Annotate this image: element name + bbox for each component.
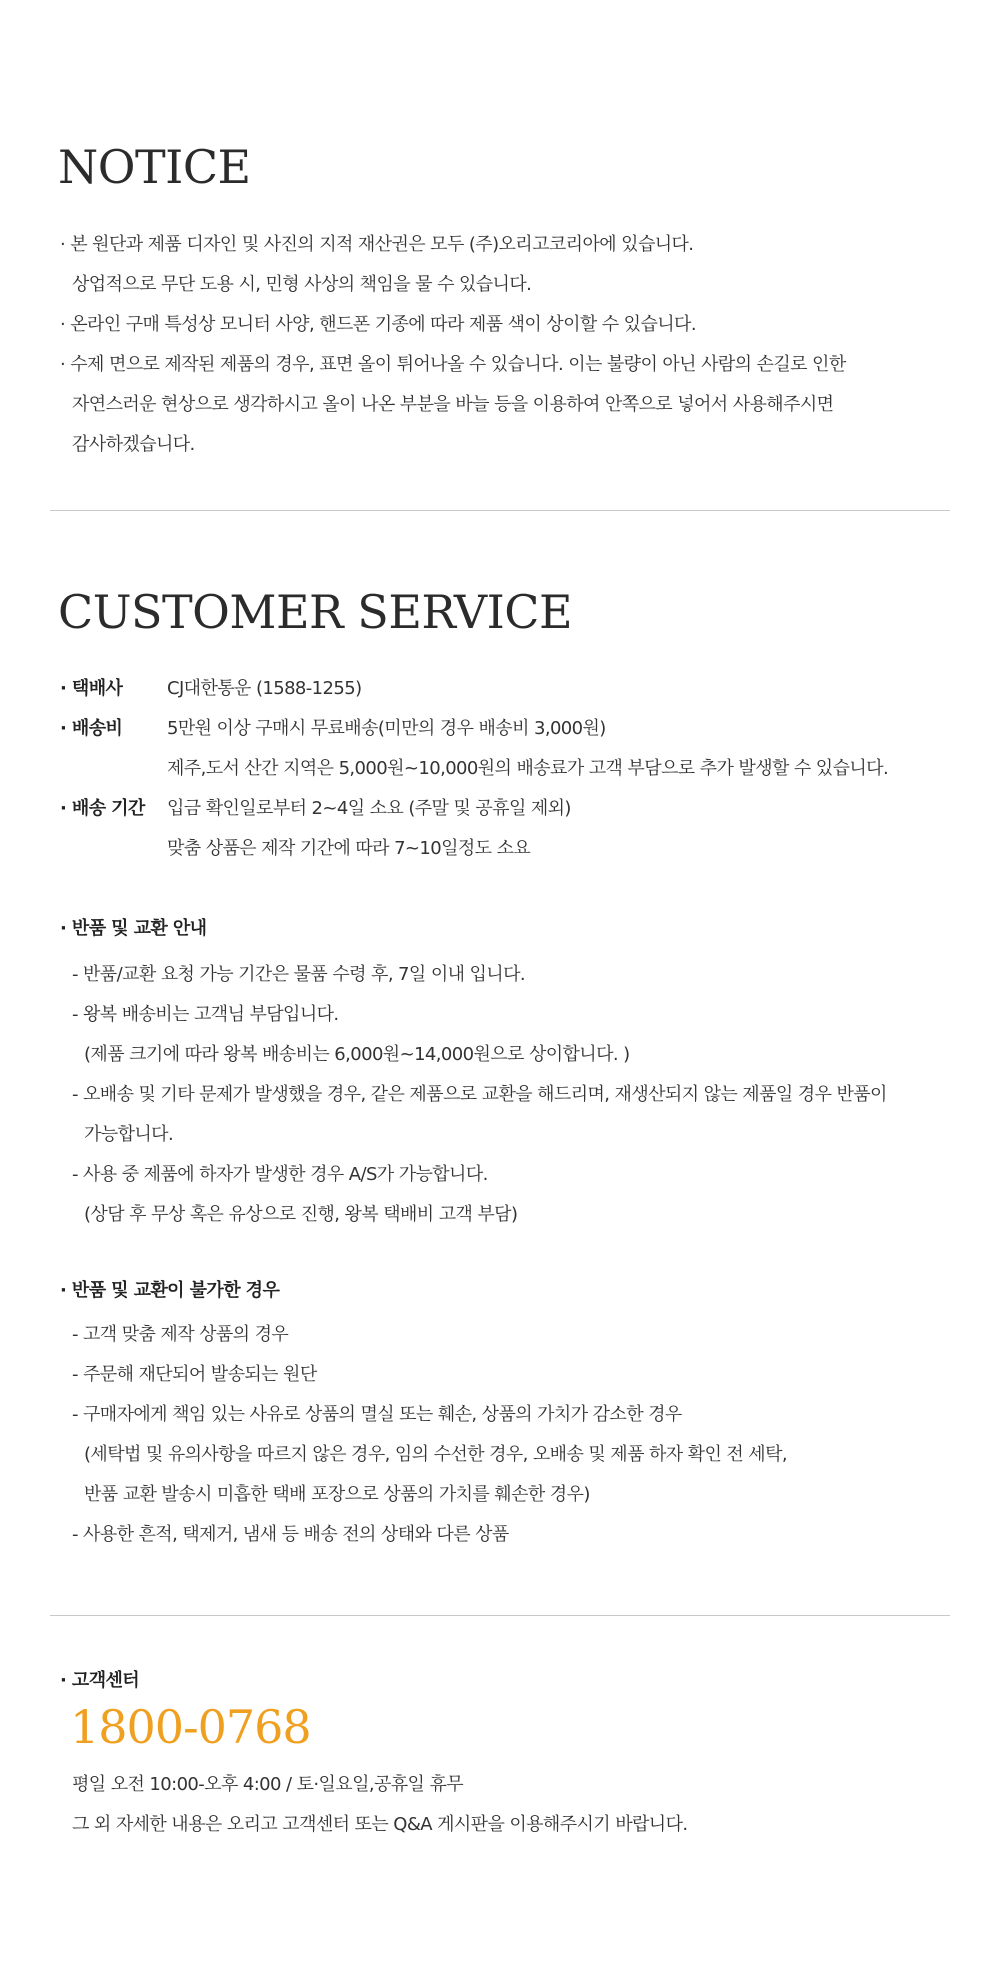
no-return-line: 반품 교환 발송시 미흡한 택배 포장으로 상품의 가치를 훼손한 경우) [84, 1484, 590, 1505]
customer-center-label: · 고객센터 [60, 1670, 140, 1691]
notice-line: 감사하겠습니다. [72, 434, 195, 455]
return-guide-heading: · 반품 및 교환 안내 [60, 918, 207, 939]
section-divider [50, 510, 950, 511]
delivery-period-line: 맞춤 상품은 제작 기간에 따라 7~10일정도 소요 [167, 838, 531, 859]
return-guide-line: - 왕복 배송비는 고객님 부담입니다. [72, 1004, 339, 1025]
return-guide-line: (제품 크기에 따라 왕복 배송비는 6,000원~14,000원으로 상이합니다. ) [84, 1044, 630, 1065]
no-return-line: - 고객 맞춤 제작 상품의 경우 [72, 1324, 289, 1345]
no-return-line: - 사용한 흔적, 택제거, 냄새 등 배송 전의 상태와 다른 상품 [72, 1524, 509, 1545]
no-return-line: (세탁법 및 유의사항을 따르지 않은 경우, 임의 수선한 경우, 오배송 및 제품 하자 확인 전 세탁, [84, 1444, 787, 1465]
notice-line: · 본 원단과 제품 디자인 및 사진의 지적 재산권은 모두 (주)오리고코리아에 있습니다. [60, 234, 694, 255]
shipping-fee-line: 5만원 이상 구매시 무료배송(미만의 경우 배송비 3,000원) [167, 718, 606, 739]
shipping-fee-line: 제주,도서 산간 지역은 5,000원~10,000원의 배송료가 고객 부담으로 추가 발생할 수 있습니다. [167, 758, 889, 779]
notice-line: · 수제 면으로 제작된 제품의 경우, 표면 올이 튀어나올 수 있습니다. 이는 불량이 아닌 사람의 손길로 인한 [60, 354, 846, 375]
return-guide-line: (상담 후 무상 혹은 유상으로 진행, 왕복 택배비 고객 부담) [84, 1204, 518, 1225]
contact-note: 그 외 자세한 내용은 오리고 고객센터 또는 Q&A 게시판을 이용해주시기 바랍니다. [72, 1814, 688, 1835]
no-return-heading: · 반품 및 교환이 불가한 경우 [60, 1280, 280, 1301]
customer-service-title: CUSTOMER SERVICE [58, 585, 573, 639]
business-hours: 평일 오전 10:00-오후 4:00 / 토·일요일,공휴일 휴무 [72, 1774, 464, 1795]
notice-line: 상업적으로 무단 도용 시, 민형 사상의 책임을 물 수 있습니다. [72, 274, 532, 295]
notice-line: · 온라인 구매 특성상 모니터 사양, 핸드폰 기종에 따라 제품 색이 상이할 수 있습니다. [60, 314, 696, 335]
no-return-line: - 주문해 재단되어 발송되는 원단 [72, 1364, 317, 1385]
notice-title: NOTICE [58, 140, 251, 194]
return-guide-line: - 사용 중 제품에 하자가 발생한 경우 A/S가 가능합니다. [72, 1164, 488, 1185]
return-guide-line: - 오배송 및 기타 문제가 발생했을 경우, 같은 제품으로 교환을 해드리며, 재생산되지 않는 제품일 경우 반품이 [72, 1084, 887, 1105]
no-return-line: - 구매자에게 책임 있는 사유로 상품의 멸실 또는 훼손, 상품의 가치가 감소한 경우 [72, 1404, 682, 1425]
return-guide-line: - 반품/교환 요청 가능 기간은 물품 수령 후, 7일 이내 입니다. [72, 964, 526, 985]
delivery-period-line: 입금 확인일로부터 2~4일 소요 (주말 및 공휴일 제외) [167, 798, 571, 819]
notice-line: 자연스러운 현상으로 생각하시고 올이 나온 부분을 바늘 등을 이용하여 안쪽으로 넣어서 사용해주시면 [72, 394, 834, 415]
shipping-fee-label: · 배송비 [60, 718, 123, 739]
courier-label: · 택배사 [60, 678, 123, 699]
delivery-period-label: · 배송 기간 [60, 798, 145, 819]
return-guide-line: 가능합니다. [84, 1124, 174, 1145]
section-divider [50, 1615, 950, 1616]
customer-center-phone: 1800-0768 [70, 1700, 311, 1754]
courier-value: CJ대한통운 (1588-1255) [167, 678, 362, 699]
